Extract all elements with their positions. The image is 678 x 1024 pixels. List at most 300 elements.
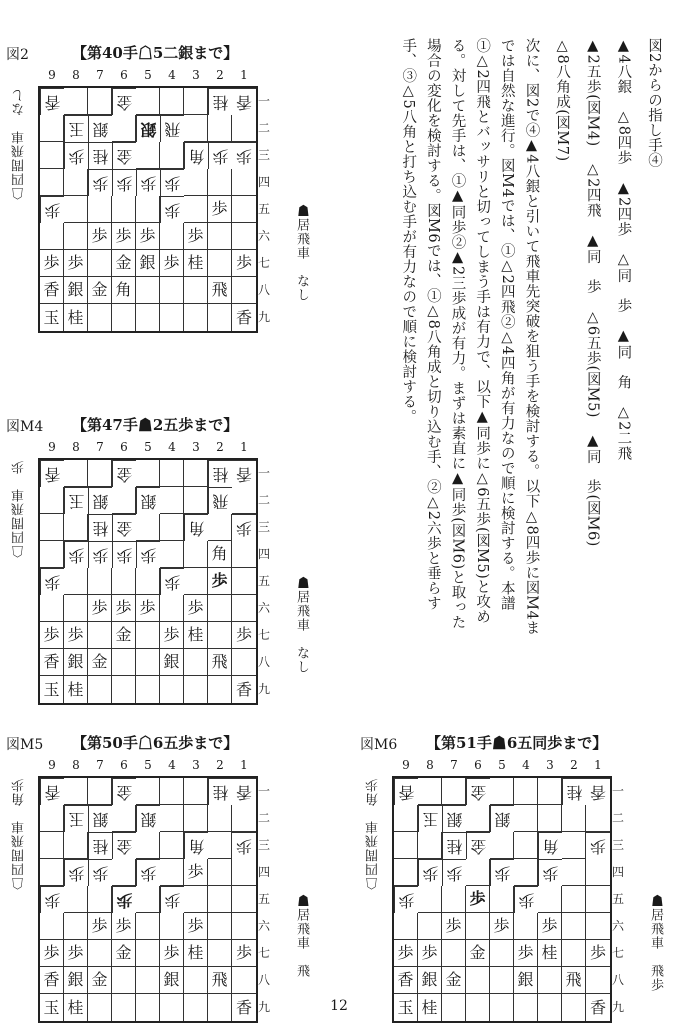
sente-piece: 香 xyxy=(235,997,252,1017)
empty-square xyxy=(208,832,232,859)
gote-piece: 歩 xyxy=(538,859,562,886)
sente-hand: ☗居飛車 飛 xyxy=(294,894,309,978)
empty-square xyxy=(160,595,184,622)
file-numbers xyxy=(40,758,256,772)
sente-piece: 歩 xyxy=(184,223,208,250)
sente-piece: 飛 xyxy=(208,277,232,304)
empty-square xyxy=(232,115,256,142)
empty-square xyxy=(232,595,256,622)
empty-square xyxy=(232,196,256,223)
rank-numbers xyxy=(258,778,270,1021)
empty-square xyxy=(184,88,208,115)
sente-piece: 玉 xyxy=(394,994,418,1021)
gote-piece: 歩 xyxy=(64,541,88,568)
empty-square xyxy=(394,832,418,859)
empty-square xyxy=(184,304,208,331)
empty-square xyxy=(40,169,64,196)
gote-piece: 歩 xyxy=(514,886,538,913)
empty-square xyxy=(232,805,256,832)
gote-piece: 桂 xyxy=(442,832,466,859)
gote-piece: 玉 xyxy=(64,805,88,832)
empty-square xyxy=(538,967,562,994)
shogi-board xyxy=(38,776,258,1023)
empty-square xyxy=(160,913,184,940)
gote-piece: 歩 xyxy=(160,886,184,913)
sente-piece: 銀 xyxy=(64,967,88,994)
empty-square xyxy=(64,832,88,859)
empty-square xyxy=(514,832,538,859)
rank-number: 二 xyxy=(258,811,271,825)
gote-piece: 金 xyxy=(112,88,136,115)
sente-piece: 歩 xyxy=(538,913,562,940)
rank-number: 九 xyxy=(258,1000,271,1014)
sente-piece: 歩 xyxy=(490,913,514,940)
sente-piece: 銀 xyxy=(418,967,442,994)
empty-square xyxy=(442,940,466,967)
file-number: 9 xyxy=(48,68,56,82)
sente-piece: 歩 xyxy=(64,940,88,967)
empty-square xyxy=(112,196,136,223)
empty-square xyxy=(184,277,208,304)
rank-number: 五 xyxy=(258,892,271,906)
shogi-board xyxy=(38,86,258,333)
diagram-label: 図M4 xyxy=(6,419,44,435)
file-number: 7 xyxy=(96,440,104,454)
sente-piece: 香 xyxy=(235,679,252,699)
empty-square xyxy=(418,913,442,940)
sente-piece: 歩 xyxy=(466,886,490,913)
empty-square xyxy=(160,676,184,703)
sente-piece: 銀 xyxy=(64,277,88,304)
empty-square xyxy=(64,223,88,250)
sente-piece: 香 xyxy=(235,307,252,327)
empty-square xyxy=(136,676,160,703)
empty-square xyxy=(88,778,112,805)
sente-piece: 角 xyxy=(112,277,136,304)
empty-square xyxy=(64,514,88,541)
empty-square xyxy=(160,304,184,331)
sente-piece: 歩 xyxy=(184,595,208,622)
empty-square xyxy=(88,304,112,331)
empty-square xyxy=(88,568,112,595)
rank-number: 三 xyxy=(258,838,271,852)
empty-square xyxy=(184,115,208,142)
empty-square xyxy=(232,967,256,994)
empty-square xyxy=(208,805,232,832)
empty-square xyxy=(208,115,232,142)
sente-piece: 桂 xyxy=(418,994,442,1021)
file-number: 4 xyxy=(522,758,530,772)
sente-piece: 角 xyxy=(208,541,232,568)
file-number: 8 xyxy=(426,758,434,772)
rank-number: 五 xyxy=(258,574,271,588)
gote-piece: 歩 xyxy=(394,886,418,913)
file-number: 9 xyxy=(402,758,410,772)
sente-piece: 銀 xyxy=(160,649,184,676)
empty-square xyxy=(232,169,256,196)
gote-hand: ☖四間飛車 なし xyxy=(12,88,27,200)
sente-piece: 歩 xyxy=(112,223,136,250)
sente-hand: ☗居飛車 飛歩 xyxy=(648,894,663,992)
empty-square xyxy=(394,913,418,940)
empty-square xyxy=(184,196,208,223)
gote-piece: 玉 xyxy=(418,805,442,832)
gote-piece: 歩 xyxy=(490,859,514,886)
commentary-moves-2: ▲2五歩(図M4) △2四飛 ▲同 歩 △6五歩(図M5) ▲同 歩(図M6) xyxy=(584,38,601,547)
empty-square xyxy=(64,595,88,622)
file-number: 4 xyxy=(168,440,176,454)
gote-piece: 歩 xyxy=(112,169,136,196)
empty-square xyxy=(136,142,160,169)
file-number: 1 xyxy=(240,68,248,82)
gote-piece: 玉 xyxy=(64,115,88,142)
empty-square xyxy=(586,967,610,994)
empty-square xyxy=(184,649,208,676)
rank-number: 四 xyxy=(258,175,271,189)
gote-piece: 銀 xyxy=(136,487,160,514)
file-number: 5 xyxy=(498,758,506,772)
empty-square xyxy=(490,940,514,967)
gote-piece: 歩 xyxy=(112,886,136,913)
empty-square xyxy=(232,568,256,595)
sente-piece: 歩 xyxy=(40,940,64,967)
empty-square xyxy=(160,460,184,487)
empty-square xyxy=(112,859,136,886)
empty-square xyxy=(514,805,538,832)
empty-square xyxy=(418,886,442,913)
empty-square xyxy=(40,859,64,886)
empty-square xyxy=(136,88,160,115)
gote-piece: 金 xyxy=(112,778,136,805)
sente-piece: 歩 xyxy=(112,913,136,940)
empty-square xyxy=(208,223,232,250)
file-number: 2 xyxy=(570,758,578,772)
empty-square xyxy=(64,169,88,196)
sente-piece: 歩 xyxy=(160,250,184,277)
empty-square xyxy=(160,859,184,886)
empty-square xyxy=(136,460,160,487)
gote-piece: 歩 xyxy=(136,169,160,196)
file-numbers xyxy=(394,758,610,772)
sente-piece: 歩 xyxy=(184,913,208,940)
file-number: 3 xyxy=(546,758,554,772)
empty-square xyxy=(112,304,136,331)
empty-square xyxy=(232,913,256,940)
empty-square xyxy=(160,832,184,859)
sente-piece: 歩 xyxy=(64,622,88,649)
sente-piece: 玉 xyxy=(40,994,64,1021)
commentary-body: 次に、図2で④▲4八銀と引いて飛車先突破を狙う手を検討する。以下△8四歩に図M4までは自然な進行。図M4では、①△2四飛②△4四角が有力なので順に検討する。本譜①△2四飛とバッサリと切ってしまう手は有力で、以下▲同歩に△6五歩(図M5)と攻める。対して先手は、①▲同歩②▲2三歩成が有力。まずは素直に▲同歩(図M6)と取った場合の変化を検討する。図M6では、①△8八角成と切り込む手、②△2六歩と垂らす手、③△5八角と打ち込む手が有力なので順に検討する。 xyxy=(400,38,540,636)
file-number: 9 xyxy=(48,758,56,772)
gote-piece: 桂 xyxy=(208,460,232,487)
empty-square xyxy=(136,649,160,676)
gote-piece: 銀 xyxy=(442,805,466,832)
sente-piece: 銀 xyxy=(514,967,538,994)
empty-square xyxy=(160,223,184,250)
empty-square xyxy=(160,142,184,169)
rank-number: 二 xyxy=(258,493,271,507)
gote-piece: 歩 xyxy=(160,169,184,196)
rank-number: 九 xyxy=(258,682,271,696)
diagram-caption: 【第40手☖5二銀まで】 xyxy=(72,44,239,62)
gote-piece: 香 xyxy=(40,460,64,487)
empty-square xyxy=(40,805,64,832)
gote-piece: 歩 xyxy=(88,169,112,196)
gote-piece: 歩 xyxy=(586,832,610,859)
gote-piece: 香 xyxy=(586,778,610,805)
empty-square xyxy=(88,676,112,703)
empty-square xyxy=(136,304,160,331)
empty-square xyxy=(88,460,112,487)
empty-square xyxy=(160,514,184,541)
sente-piece: 金 xyxy=(466,940,490,967)
empty-square xyxy=(136,832,160,859)
rank-numbers xyxy=(258,88,270,331)
sente-piece: 歩 xyxy=(64,250,88,277)
empty-square xyxy=(136,622,160,649)
gote-piece: 銀 xyxy=(136,115,160,142)
empty-square xyxy=(466,913,490,940)
sente-piece: 香 xyxy=(589,997,606,1017)
diagram-label: 図M5 xyxy=(6,737,44,753)
empty-square xyxy=(232,886,256,913)
empty-square xyxy=(136,886,160,913)
file-number: 1 xyxy=(240,440,248,454)
commentary-moves-1: ▲4八銀 △8四歩 ▲2四歩 △同 歩 ▲同 角 △2二飛 xyxy=(615,38,632,461)
rank-number: 九 xyxy=(612,1000,625,1014)
empty-square xyxy=(232,487,256,514)
empty-square xyxy=(418,832,442,859)
empty-square xyxy=(136,913,160,940)
empty-square xyxy=(136,778,160,805)
sente-piece: 銀 xyxy=(160,967,184,994)
rank-number: 四 xyxy=(258,547,271,561)
sente-piece: 飛 xyxy=(208,649,232,676)
empty-square xyxy=(112,487,136,514)
sente-piece: 歩 xyxy=(232,250,256,277)
empty-square xyxy=(208,886,232,913)
empty-square xyxy=(88,886,112,913)
gote-hand: ☖四間飛車 歩 xyxy=(12,460,27,558)
file-number: 7 xyxy=(96,758,104,772)
rank-numbers xyxy=(258,460,270,703)
sente-piece: 歩 xyxy=(442,913,466,940)
empty-square xyxy=(490,886,514,913)
sente-piece: 香 xyxy=(394,967,418,994)
empty-square xyxy=(490,967,514,994)
sente-piece: 金 xyxy=(88,649,112,676)
empty-square xyxy=(40,223,64,250)
gote-piece: 歩 xyxy=(208,142,232,169)
gote-piece: 桂 xyxy=(208,88,232,115)
gote-piece: 歩 xyxy=(160,196,184,223)
gote-piece: 金 xyxy=(466,778,490,805)
empty-square xyxy=(88,250,112,277)
rank-number: 八 xyxy=(258,655,271,669)
sente-piece: 歩 xyxy=(160,940,184,967)
rank-number: 六 xyxy=(258,919,271,933)
empty-square xyxy=(586,913,610,940)
rank-numbers xyxy=(612,778,624,1021)
file-number: 1 xyxy=(240,758,248,772)
sente-piece: 歩 xyxy=(208,568,232,595)
commentary-heading: 図2からの指し手④ xyxy=(646,38,662,168)
file-number: 3 xyxy=(192,440,200,454)
gote-piece: 香 xyxy=(40,88,64,115)
sente-piece: 歩 xyxy=(136,595,160,622)
empty-square xyxy=(514,913,538,940)
file-number: 4 xyxy=(168,758,176,772)
gote-piece: 角 xyxy=(538,832,562,859)
empty-square xyxy=(184,805,208,832)
empty-square xyxy=(64,460,88,487)
rank-number: 一 xyxy=(258,466,271,480)
empty-square xyxy=(232,649,256,676)
empty-square xyxy=(136,277,160,304)
empty-square xyxy=(490,778,514,805)
empty-square xyxy=(232,859,256,886)
gote-piece: 角 xyxy=(184,142,208,169)
empty-square xyxy=(40,913,64,940)
empty-square xyxy=(184,886,208,913)
empty-square xyxy=(418,778,442,805)
gote-piece: 香 xyxy=(232,778,256,805)
empty-square xyxy=(40,541,64,568)
empty-square xyxy=(442,886,466,913)
empty-square xyxy=(88,940,112,967)
sente-piece: 歩 xyxy=(586,940,610,967)
sente-piece: 香 xyxy=(40,967,64,994)
rank-number: 五 xyxy=(612,892,625,906)
file-numbers xyxy=(40,68,256,82)
rank-number: 二 xyxy=(258,121,271,135)
gote-piece: 角 xyxy=(184,514,208,541)
diagram-caption: 【第47手☗2五歩まで】 xyxy=(72,416,239,434)
gote-piece: 飛 xyxy=(160,115,184,142)
file-number: 5 xyxy=(144,68,152,82)
gote-piece: 角 xyxy=(184,832,208,859)
gote-piece: 銀 xyxy=(490,805,514,832)
gote-piece: 歩 xyxy=(88,859,112,886)
gote-piece: 銀 xyxy=(88,115,112,142)
empty-square xyxy=(64,778,88,805)
empty-square xyxy=(208,250,232,277)
empty-square xyxy=(562,805,586,832)
gote-piece: 歩 xyxy=(442,859,466,886)
empty-square xyxy=(538,778,562,805)
gote-piece: 歩 xyxy=(64,859,88,886)
empty-square xyxy=(208,169,232,196)
sente-piece: 金 xyxy=(112,622,136,649)
empty-square xyxy=(394,805,418,832)
rank-number: 八 xyxy=(258,283,271,297)
empty-square xyxy=(562,859,586,886)
rank-number: 三 xyxy=(258,148,271,162)
empty-square xyxy=(64,886,88,913)
empty-square xyxy=(160,778,184,805)
sente-piece: 銀 xyxy=(136,250,160,277)
sente-piece: 桂 xyxy=(64,304,88,331)
empty-square xyxy=(112,115,136,142)
sente-piece: 歩 xyxy=(418,940,442,967)
gote-piece: 香 xyxy=(394,778,418,805)
gote-piece: 香 xyxy=(40,778,64,805)
empty-square xyxy=(112,805,136,832)
gote-piece: 玉 xyxy=(64,487,88,514)
diagram-caption: 【第51手☗6五同歩まで】 xyxy=(426,734,608,752)
sente-piece: 歩 xyxy=(184,859,208,886)
empty-square xyxy=(586,859,610,886)
file-number: 8 xyxy=(72,68,80,82)
empty-square xyxy=(64,913,88,940)
gote-piece: 桂 xyxy=(88,832,112,859)
gote-hand: ☖四間飛車 角歩 xyxy=(366,778,381,890)
gote-piece: 桂 xyxy=(88,142,112,169)
rank-number: 八 xyxy=(258,973,271,987)
file-number: 6 xyxy=(474,758,482,772)
file-number: 8 xyxy=(72,440,80,454)
file-number: 6 xyxy=(120,758,128,772)
empty-square xyxy=(184,967,208,994)
gote-piece: 金 xyxy=(112,460,136,487)
empty-square xyxy=(394,859,418,886)
empty-square xyxy=(136,940,160,967)
commentary-text xyxy=(330,38,666,638)
rank-number: 六 xyxy=(258,601,271,615)
sente-piece: 歩 xyxy=(88,913,112,940)
empty-square xyxy=(184,541,208,568)
sente-piece: 香 xyxy=(40,649,64,676)
empty-square xyxy=(562,913,586,940)
empty-square xyxy=(88,622,112,649)
shogi-board xyxy=(38,458,258,705)
sente-piece: 桂 xyxy=(64,994,88,1021)
file-number: 3 xyxy=(192,68,200,82)
empty-square xyxy=(562,832,586,859)
gote-piece: 歩 xyxy=(40,886,64,913)
empty-square xyxy=(40,514,64,541)
sente-piece: 歩 xyxy=(232,940,256,967)
gote-piece: 歩 xyxy=(160,568,184,595)
diagram-caption: 【第50手☖6五歩まで】 xyxy=(72,734,239,752)
empty-square xyxy=(184,676,208,703)
gote-piece: 歩 xyxy=(232,832,256,859)
file-numbers xyxy=(40,440,256,454)
empty-square xyxy=(208,859,232,886)
empty-square xyxy=(490,832,514,859)
sente-piece: 歩 xyxy=(40,622,64,649)
empty-square xyxy=(538,805,562,832)
empty-square xyxy=(40,487,64,514)
gote-piece: 香 xyxy=(232,88,256,115)
empty-square xyxy=(160,487,184,514)
rank-number: 七 xyxy=(258,946,271,960)
rank-number: 五 xyxy=(258,202,271,216)
sente-piece: 歩 xyxy=(208,196,232,223)
empty-square xyxy=(184,487,208,514)
gote-piece: 歩 xyxy=(112,541,136,568)
empty-square xyxy=(40,115,64,142)
empty-square xyxy=(64,568,88,595)
empty-square xyxy=(232,541,256,568)
file-number: 5 xyxy=(144,758,152,772)
sente-piece: 歩 xyxy=(514,940,538,967)
sente-piece: 飛 xyxy=(208,967,232,994)
file-number: 2 xyxy=(216,68,224,82)
rank-number: 六 xyxy=(258,229,271,243)
sente-piece: 香 xyxy=(40,277,64,304)
file-number: 6 xyxy=(120,68,128,82)
